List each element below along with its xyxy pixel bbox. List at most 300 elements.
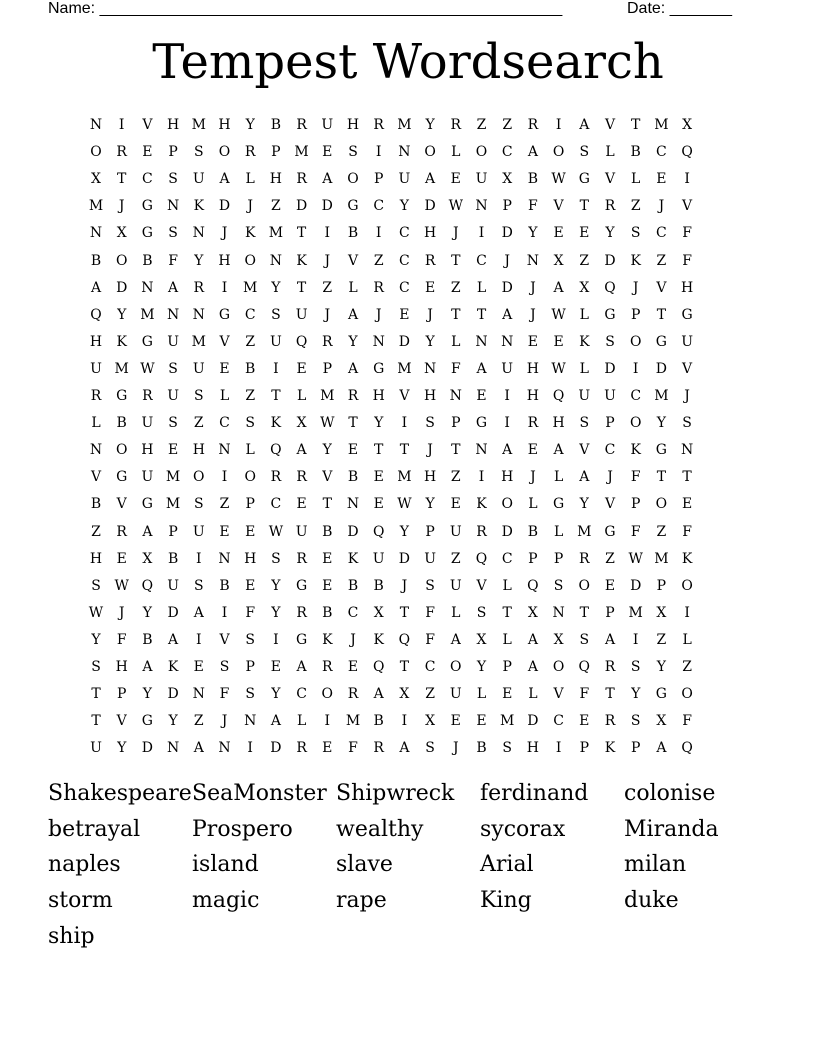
grid-letter: J [530,469,536,486]
grid-letter: S [168,360,178,377]
grid-letter: T [117,171,127,188]
word-list-item: duke [624,888,679,914]
word-list-item: Arial [480,852,534,878]
grid-letter: Z [630,198,641,215]
grid-letter: B [373,713,384,730]
grid-letter: G [347,198,359,215]
grid-letter: K [373,631,384,648]
grid-letter: N [244,713,257,730]
grid-letter: X [656,713,667,730]
grid-letter: T [296,279,307,296]
grid-letter: R [450,117,462,133]
grid-letter: K [296,252,307,269]
grid-letter: Q [604,279,616,296]
grid-letter: Z [271,198,281,215]
grid-letter: O [629,415,642,432]
grid-letter: N [346,496,360,513]
grid-letter: M [320,388,335,404]
grid-letter: N [89,442,103,459]
grid-letter: U [269,333,282,350]
grid-letter: Q [527,577,539,594]
grid-letter: I [118,117,125,133]
grid-letter: G [218,306,231,323]
grid-letter: Y [117,740,127,757]
grid-letter: V [142,117,153,133]
grid-letter: L [476,279,487,296]
grid-letter: A [476,360,487,377]
grid-letter: K [193,198,205,215]
grid-letter: V [604,171,616,188]
grid-letter: J [530,306,536,323]
grid-letter: F [219,686,230,703]
grid-letter: Y [631,686,641,703]
grid-letter: V [656,279,667,296]
grid-letter: M [140,306,155,323]
grid-letter: F [528,198,538,215]
grid-letter: V [553,686,564,703]
grid-letter: Y [399,523,410,540]
grid-letter: M [165,469,181,486]
grid-letter: U [475,171,488,188]
grid-letter: V [399,388,410,404]
grid-letter: J [452,225,459,242]
grid-letter: U [90,360,102,377]
grid-letter: S [348,144,358,161]
grid-letter: O [115,442,128,459]
grid-letter: R [244,144,256,161]
grid-letter: R [322,333,333,350]
grid-letter: E [399,306,410,323]
word-list-item: rape [336,888,387,914]
grid-letter: Z [476,117,487,133]
grid-letter: X [682,117,693,133]
grid-letter: E [527,442,538,459]
grid-letter: I [401,713,408,730]
grid-letter: N [372,333,385,350]
grid-letter: Y [91,631,101,648]
grid-letter: F [682,713,692,730]
grid-letter: A [450,631,461,648]
grid-letter: Y [399,198,410,215]
grid-letter: P [502,198,512,215]
grid-letter: S [271,306,281,323]
grid-letter: E [142,144,153,161]
grid-letter: I [632,360,639,377]
grid-letter: Y [142,686,153,703]
grid-letter: N [192,225,205,242]
grid-letter: G [116,469,128,486]
grid-letter: E [450,496,461,513]
grid-letter: Z [450,279,461,296]
grid-letter: O [115,252,128,269]
grid-letter: Y [605,225,615,242]
grid-letter: W [551,171,566,188]
grid-letter: B [167,550,179,567]
grid-letter: R [579,550,590,567]
grid-letter: A [553,279,564,296]
grid-letter: T [296,225,307,242]
grid-letter: E [579,713,590,730]
grid-letter: X [553,252,564,269]
word-list-item: Miranda [624,816,719,842]
grid-letter: G [475,415,488,432]
grid-letter: J [684,388,690,404]
grid-letter: U [372,550,385,567]
grid-letter: H [89,550,103,567]
grid-letter: K [630,252,641,269]
grid-letter: A [347,360,359,377]
grid-letter: E [450,171,461,188]
grid-letter: Y [656,659,667,675]
grid-letter: N [398,144,411,161]
grid-letter: G [141,333,153,350]
grid-letter: X [527,604,538,621]
grid-letter: K [681,550,693,567]
grid-letter: S [579,144,590,161]
grid-letter: O [244,252,256,269]
grid-letter: T [348,415,358,432]
grid-letter: H [552,415,565,432]
grid-letter: P [451,415,461,432]
grid-letter: I [247,740,253,757]
grid-letter: H [526,388,539,404]
grid-letter: W [114,577,129,594]
grid-letter: O [552,659,565,675]
grid-letter: R [527,117,539,133]
grid-letter: Q [295,333,308,350]
grid-letter: E [219,523,230,540]
grid-letter: P [245,659,255,675]
grid-letter: Y [168,713,178,730]
grid-letter: I [401,415,408,432]
grid-letter: X [91,171,101,188]
grid-letter: C [604,442,616,459]
grid-letter: H [218,117,231,133]
grid-letter: D [604,252,616,269]
grid-letter: A [502,306,513,323]
grid-letter: E [373,496,384,513]
grid-letter: C [630,388,642,404]
grid-letter: W [397,496,412,513]
grid-letter: O [681,577,693,594]
grid-letter: O [424,144,436,161]
grid-letter: O [629,333,642,350]
grid-letter: P [116,686,127,703]
grid-letter: R [142,388,153,404]
grid-letter: L [682,631,692,648]
grid-letter: K [604,740,616,757]
grid-letter: E [681,496,693,513]
grid-letter: L [451,333,461,350]
grid-letter: A [373,686,384,703]
grid-letter: D [630,577,642,594]
grid-letter: V [322,469,333,486]
grid-letter: N [192,306,205,323]
grid-letter: U [90,740,102,757]
grid-letter: S [502,740,512,757]
grid-letter: R [373,279,384,296]
grid-letter: S [579,631,590,648]
grid-letter: R [373,740,384,757]
grid-letter: M [654,117,669,133]
grid-letter: V [682,198,693,215]
grid-letter: S [194,388,204,404]
grid-letter: L [502,631,512,648]
grid-letter: M [165,496,181,513]
grid-letter: S [682,415,692,432]
grid-letter: X [399,686,410,703]
grid-letter: L [296,388,307,404]
grid-letter: V [579,442,590,459]
grid-letter: G [604,523,616,540]
grid-letter: A [527,659,538,675]
grid-letter: J [350,631,356,648]
grid-letter: Z [245,388,256,404]
grid-letter: W [448,198,463,215]
grid-letter: G [141,713,153,730]
grid-letter: B [347,469,359,486]
grid-letter: A [579,117,590,133]
grid-letter: A [425,171,436,188]
grid-letter: Q [270,442,282,459]
grid-letter: R [527,415,539,432]
grid-letter: N [526,252,540,269]
grid-letter: G [141,496,153,513]
grid-letter: N [680,442,694,459]
word-list-item: Prospero [192,816,293,842]
grid-letter: R [296,171,307,188]
grid-letter: T [91,713,101,730]
grid-letter: F [630,523,641,540]
grid-letter: Z [656,631,667,648]
grid-letter: S [245,415,255,432]
grid-letter: S [425,415,435,432]
grid-letter: F [579,686,590,703]
grid-letter: P [168,523,178,540]
grid-letter: Q [475,550,488,567]
grid-letter: X [142,550,153,567]
word-list-item: betrayal [48,816,141,842]
grid-letter: J [221,225,228,242]
grid-letter: P [656,577,667,594]
grid-letter: D [270,740,282,757]
grid-letter: E [322,550,333,567]
grid-letter: M [191,333,206,350]
grid-letter: S [168,171,178,188]
grid-letter: T [271,388,281,404]
grid-letter: A [219,171,230,188]
grid-letter: H [141,442,154,459]
grid-letter: A [193,740,204,757]
grid-letter: I [196,631,202,648]
grid-letter: S [605,333,615,350]
grid-letter: R [296,469,307,486]
grid-letter: A [193,604,204,621]
grid-letter: X [425,713,436,730]
grid-letter: S [425,740,435,757]
grid-letter: A [142,523,153,540]
grid-letter: M [397,117,412,133]
grid-letter: M [294,144,309,161]
grid-letter: V [116,713,127,730]
grid-letter: E [553,333,564,350]
grid-letter: E [296,496,307,513]
grid-letter: D [141,740,153,757]
grid-letter: D [116,279,128,296]
grid-letter: T [631,117,641,133]
grid-letter: D [604,360,616,377]
grid-letter: Q [141,577,154,594]
grid-letter: O [552,144,565,161]
grid-letter: N [89,225,103,242]
grid-letter: K [579,333,590,350]
grid-letter: B [270,117,282,133]
grid-letter: I [555,117,562,133]
grid-letter: C [476,252,487,269]
grid-letter: Y [656,415,667,432]
grid-letter: U [501,360,514,377]
grid-letter: G [604,306,616,323]
grid-letter: M [397,469,412,486]
grid-letter: P [528,550,538,567]
grid-letter: G [553,496,565,513]
grid-letter: H [89,333,103,350]
grid-letter: F [425,631,435,648]
grid-letter: A [347,306,359,323]
grid-letter: S [194,144,204,161]
grid-letter: T [91,686,101,703]
grid-letter: Q [372,523,385,540]
grid-letter: R [373,117,384,133]
grid-letter: S [194,577,204,594]
grid-letter: E [167,442,179,459]
grid-letter: U [449,523,462,540]
grid-letter: G [655,686,667,703]
grid-letter: G [116,388,128,404]
grid-letter: F [348,740,358,757]
grid-letter: S [168,225,178,242]
grid-letter: Y [476,659,487,675]
grid-letter: S [553,577,564,594]
grid-letter: A [604,631,616,648]
grid-letter: S [271,550,281,567]
grid-letter: B [219,577,230,594]
word-list-item: colonise [624,781,716,806]
grid-letter: E [245,523,256,540]
grid-letter: N [218,740,231,757]
name-field-label: Name: ____________________________________________________ [48,0,563,17]
grid-letter: I [375,225,382,242]
grid-letter: B [347,225,359,242]
grid-letter: O [450,659,462,675]
grid-letter: V [476,577,487,594]
grid-letter: D [321,198,333,215]
grid-letter: F [682,252,692,269]
grid-letter: N [475,198,488,215]
grid-letter: F [682,225,692,242]
grid-letter: J [375,306,382,323]
grid-letter: R [604,659,616,675]
grid-letter: H [526,360,539,377]
grid-letter: J [504,252,510,269]
word-list-item: King [480,888,532,914]
grid-letter: W [88,604,104,621]
grid-letter: J [221,713,228,730]
grid-letter: O [90,144,102,161]
grid-letter: F [630,469,641,486]
grid-letter: T [322,496,332,513]
grid-letter: S [630,713,641,730]
grid-letter: N [141,279,154,296]
grid-letter: U [192,171,205,188]
grid-letter: B [322,523,333,540]
grid-letter: P [322,360,332,377]
grid-letter: V [90,469,102,486]
grid-letter: H [680,279,694,296]
grid-letter: W [320,415,335,432]
grid-letter: U [192,360,205,377]
grid-letter: I [324,713,331,730]
grid-letter: O [681,686,693,703]
grid-letter: X [656,604,667,621]
grid-letter: R [296,117,307,133]
grid-letter: I [221,604,228,621]
grid-letter: Y [425,333,435,350]
grid-letter: H [192,442,205,459]
grid-letter: B [90,496,102,513]
grid-letter: U [167,388,179,404]
grid-letter: V [553,198,564,215]
word-list-item: wealthy [336,816,424,842]
grid-letter: P [168,144,178,161]
grid-letter: P [630,306,641,323]
grid-letter: R [347,686,359,703]
grid-letter: R [90,388,102,404]
grid-letter: K [270,415,282,432]
grid-letter: T [399,442,410,459]
grid-letter: R [424,252,436,269]
grid-letter: A [553,442,564,459]
grid-letter: D [398,333,410,350]
grid-letter: I [632,631,639,648]
grid-letter: K [244,225,256,242]
grid-letter: N [501,333,514,350]
grid-letter: V [604,496,616,513]
grid-letter: B [476,740,487,757]
grid-letter: T [476,306,487,323]
grid-letter: E [373,469,384,486]
grid-letter: H [218,252,231,269]
grid-letter: C [347,604,359,621]
grid-letter: R [116,144,127,161]
grid-letter: C [399,225,410,242]
grid-letter: R [604,713,616,730]
grid-letter: O [501,496,513,513]
grid-letter: N [166,198,180,215]
grid-letter: R [116,523,127,540]
grid-letter: M [654,550,669,567]
grid-letter: Z [91,523,101,540]
word-list-item: Shipwreck [336,781,455,806]
grid-letter: B [347,577,359,594]
page-title: Tempest Wordsearch [152,34,664,90]
grid-letter: I [555,740,562,757]
grid-letter: N [192,686,205,703]
grid-letter: O [655,496,668,513]
grid-letter: Q [372,659,385,675]
grid-letter: C [656,144,667,161]
grid-letter: A [168,279,179,296]
